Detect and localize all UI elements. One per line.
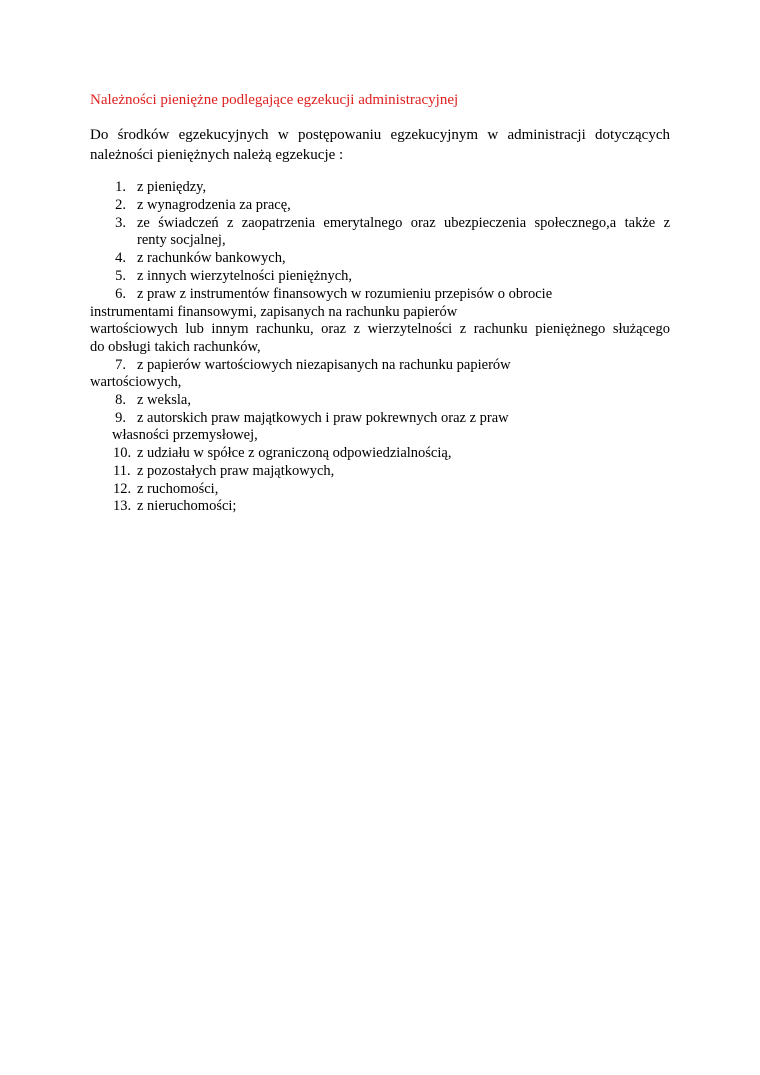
list-item-continuation: instrumentami finansowymi, zapisanych na rachunku papierów [90,304,458,320]
list-item-continuation: wartościowych lub innym rachunku, oraz z wierzytelności z rachunku pieniężnego służącego [90,321,670,337]
list-item: z praw z instrumentów finansowych w rozumieniu przepisów o obrocie [137,286,553,302]
list-item-number: 10. [113,445,132,461]
list-item: z nieruchomości; [137,498,237,514]
list-item-continuation: wartościowych, [90,374,182,390]
list-item-number: 8. [115,392,126,408]
list-item: z weksla, [137,392,191,408]
list-item-number: 9. [115,410,126,426]
list-item: z papierów wartościowych niezapisanych na rachunku papierów [137,357,511,373]
list-item-number: 6. [115,286,126,302]
intro-paragraph: Do środków egzekucyjnych w postępowaniu egzekucyjnym w administracji dotyczących należności pieniężnych należą egzekucje : [90,127,670,163]
list-item: z wynagrodzenia za pracę, [137,197,291,213]
list-item-continuation: własności przemysłowej, [112,427,258,443]
list-item-number: 13. [113,498,132,514]
list-item-number: 5. [115,268,126,284]
list-item: z innych wierzytelności pieniężnych, [137,268,353,284]
list-item-number: 3. [115,215,126,231]
list-item-number: 4. [115,250,126,266]
list-item: z autorskich praw majątkowych i praw pokrewnych oraz z praw [137,410,509,426]
list-item: z rachunków bankowych, [137,250,286,266]
list-item-number: 11. [113,463,131,479]
document-heading: Należności pieniężne podlegające egzekucji administracyjnej [90,92,459,108]
list-item-number: 1. [115,179,126,195]
list-item-continuation: do obsługi takich rachunków, [90,339,261,355]
list-item-number: 12. [113,481,132,497]
list-item: ze świadczeń z zaopatrzenia emerytalnego oraz ubezpieczenia społecznego,a także z [137,215,670,231]
list-item: z udziału w spółce z ograniczoną odpowiedzialnością, [137,445,452,461]
list-item-number: 2. [115,197,126,213]
list-item: z pieniędzy, [137,179,207,195]
list-item-number: 7. [115,357,126,373]
list-item: z pozostałych praw majątkowych, [137,463,335,479]
list-item: z ruchomości, [137,481,219,497]
list-item-continuation: renty socjalnej, [137,232,226,248]
